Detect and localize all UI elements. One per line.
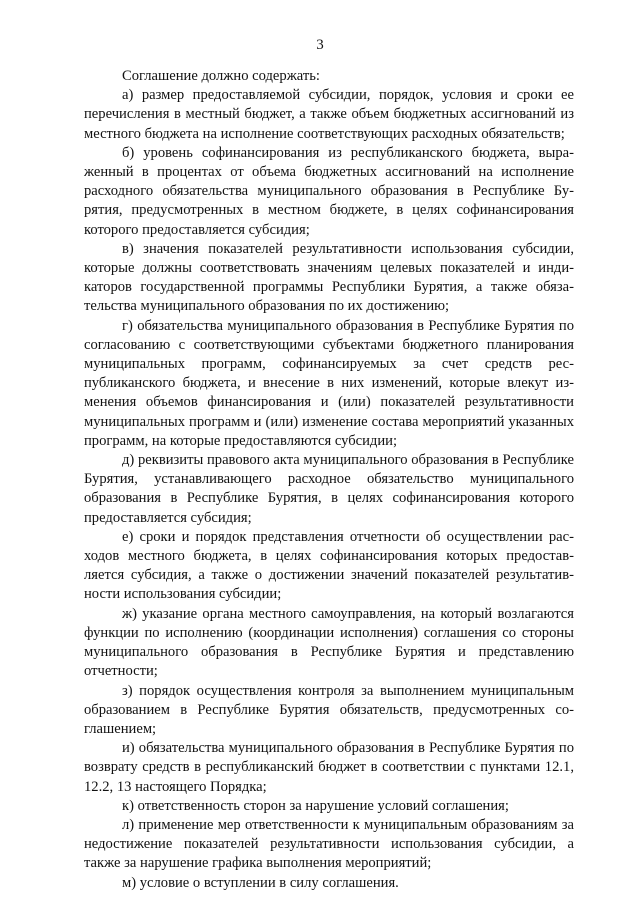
paragraph-item-a: а) размер предоставляемой субсидии, порядок, условия и сроки ее перечисления в местный бюджет, а также объем бюджетных ассигнований из местного бюджета на исполнение соответствующих расходных обязательств; <box>84 87 574 142</box>
paragraph-item-k: к) ответственность сторон за нарушение условий соглашения; <box>122 797 509 814</box>
paragraph-item-d: д) реквизиты правового акта муниципального образования в Республике Бурятия, устанавливающего расходное обязательство муниципального образования в Республике Бурятия, в целях софинансирования которого предоставляется субсидия; <box>84 452 574 526</box>
paragraph-item-v: в) значения показателей результативности использования субсидии, которые должны соответствовать значениям целевых показателей и индикаторов государственной программы Республики Бурятия, а также обязательства муниципального образования по их достижению; <box>84 240 574 315</box>
paragraph-item-i: и) обязательства муниципального образования в Республике Бурятия по возврату средств в республиканский бюджет в соответствии с пунктами 12.1, 12.2, 13 настоящего Порядка; <box>84 740 574 795</box>
page-number: 3 <box>316 37 324 53</box>
paragraph-item-l: л) применение мер ответственности к муниципальным образованиям за недостижение показателей результативности использования субсидии, а также за нарушение графика выполнения мероприятий; <box>84 816 574 872</box>
paragraph-item-z: з) порядок осуществления контроля за выполнением муниципальным образованием в Республике Бурятия обязательств, предусмотренных соглашением; <box>84 682 574 737</box>
paragraph-item-e: е) сроки и порядок представления отчетности об осуществлении расходов местного бюджета, в целях софинансирования которых предоставляется субсидия, а также о достижении значений показателей результативности использования субсидии; <box>84 528 574 603</box>
paragraph-intro: Соглашение должно содержать: <box>122 68 320 84</box>
document-body <box>84 67 574 893</box>
paragraph-item-m: м) условие о вступлении в силу соглашения. <box>122 874 399 891</box>
paragraph-item-b: б) уровень софинансирования из республиканского бюджета, выраженный в процентах от объема бюджетных ассигнований на исполнение расходного обязательства муниципального образования в Республике Бурятия, предусмотренных в местном бюджете, в целях софинансирования которого предоставляется субсидия; <box>84 144 574 238</box>
paragraph-item-g: г) обязательства муниципального образования в Республике Бурятия по согласованию с соответствующими субъектами бюджетного планирования муниципальных программ, софинансируемых за счет средств республиканского бюджета, и внесение в них изменений, которые влекут изменения объемов финансирования и (или) показателей результативности муниципальных программ и (или) изменение состава мероприятий указанных программ, на которые предоставляются субсидии; <box>84 317 574 449</box>
paragraph-item-zh: ж) указание органа местного самоуправления, на который возлагаются функции по исполнению (координации исполнения) соглашения со стороны муниципального образования в Республике Бурятия и представлению отчетности; <box>84 605 574 680</box>
